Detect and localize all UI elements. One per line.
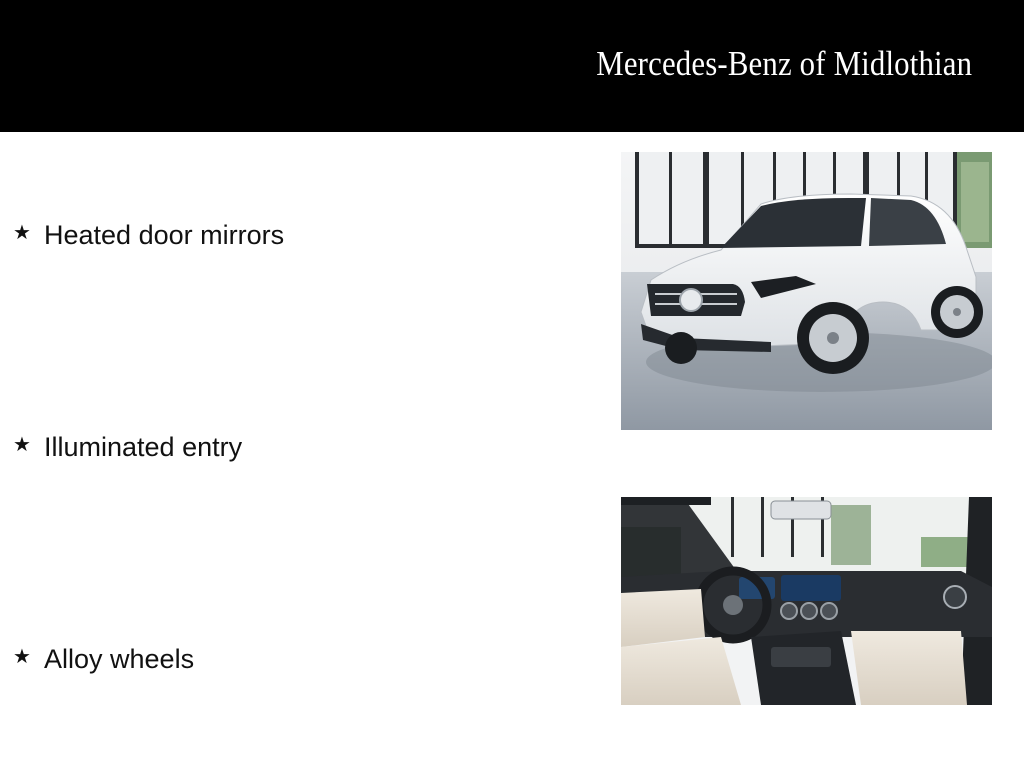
header-bar [0,0,1024,132]
feature-label: Illuminated entry [44,432,243,462]
feature-item [10,220,284,251]
star-icon: ★ [13,434,31,456]
feature-label: Heated door mirrors [44,220,285,250]
feature-label: Alloy wheels [44,644,195,674]
interior-photo [621,497,992,705]
star-icon: ★ [13,646,31,668]
feature-item [10,432,242,463]
feature-item [10,644,194,675]
dealer-name: Mercedes-Benz of Midlothian [596,44,972,83]
star-icon: ★ [13,222,31,244]
exterior-photo [621,152,992,430]
